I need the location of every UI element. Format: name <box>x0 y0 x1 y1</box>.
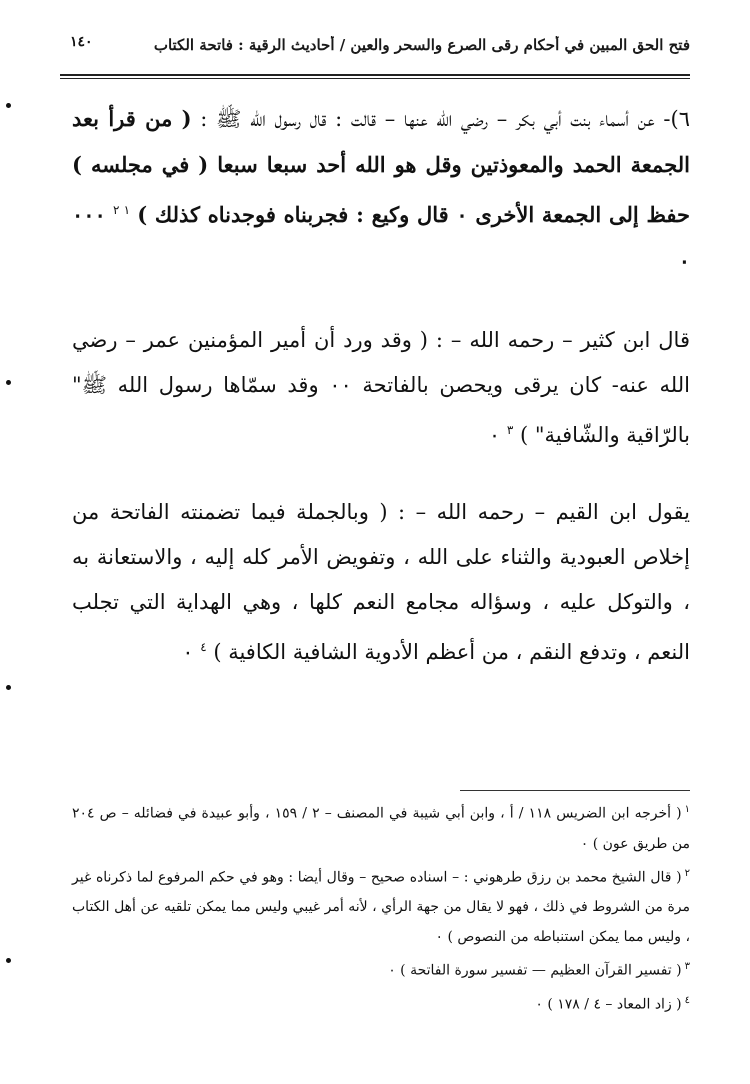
ibn-kathir-paragraph <box>72 318 690 458</box>
ibn-kathir-text: قال ابن كثير – رحمه الله – : ( وقد ورد أن أمير المؤمنين عمر – رضي الله عنه- كان يرقى ويحصن بالفاتحة ٠٠ وقد سمّاها رسول الله ﷺ" بالرّاقية والشّافية" ) <box>72 328 690 447</box>
margin-dot <box>6 958 11 963</box>
footnote-number: ٣ <box>684 961 690 973</box>
header-rule-thin <box>60 78 690 79</box>
hadith-number: ٦)- <box>663 107 690 131</box>
footnote-2 <box>72 859 690 953</box>
hadith-text-bold: ( من قرأ بعد الجمعة الحمد والمعوذتين وقل هو الله أحد سبعا سبعا ( في مجلسه ) حفظ إلى الجمعة الأخرى ٠ قال وكيع : فجربناه فوجدناه كذلك ) <box>72 106 690 227</box>
footnote-3 <box>72 952 690 986</box>
footnote-number: ٤ <box>684 994 690 1006</box>
footnotes <box>72 795 690 1020</box>
footnote-4 <box>72 986 690 1020</box>
margin-dot <box>6 103 11 108</box>
footnote-separator <box>460 790 690 791</box>
footnote-ref: ٣ <box>506 423 514 437</box>
ibn-qayyim-text: يقول ابن القيم – رحمه الله – : ( وبالجملة فيما تضمنته الفاتحة من إخلاص العبودية والثناء على الله ، وتفويض الأمر كله إليه ، والاستعانة به ، والتوكل عليه ، وسؤاله مجامع النعم كلها ، وهي الهداية التي تجلب النعم ، وتدفع النقم ، من أعظم الأدوية الشافية الكافية ) <box>72 500 690 664</box>
paragraph-ending: ٠ <box>182 640 194 664</box>
hadith-paragraph-6 <box>72 96 690 284</box>
header-rule <box>60 74 690 76</box>
paragraph-ending: ٠٠٠ ٠ <box>72 202 690 273</box>
footnote-text: ( قال الشيخ محمد بن رزق طرهوني : – اسناده صحيح – وقال أيضا : وهو في حكم المرفوع لما ذكرناه غير مرة من الشروط في ذلك ، فهو لا يقال من جهة الرأي ، لأنه أمر غيبي وليس مما يمكن تلقيه عن أهل الكتاب ، وليس مما يمكن استنباطه من النصوص ) ٠ <box>72 869 690 946</box>
margin-dot <box>6 380 11 385</box>
margin-dot <box>6 685 11 690</box>
running-header-title: فتح الحق المبين في أحكام رقى الصرع والسحر والعين / أحاديث الرقية : فاتحة الكتاب <box>153 36 690 54</box>
ibn-qayyim-paragraph <box>72 490 690 675</box>
footnote-number: ١ <box>684 804 690 815</box>
footnote-text: ( أخرجه ابن الضريس ١١٨ / أ ، وابن أبي شيبة في المصنف – ٢ / ١٥٩ ، وأبو عبيدة في فضائله – ص ٢٠٤ من طريق عون ) ٠ <box>72 805 690 852</box>
footnote-text: ( زاد المعاد – ٤ / ١٧٨ ) ٠ <box>535 996 682 1013</box>
footnote-refs: ١ ٢ <box>112 203 131 217</box>
footnote-number: ٢ <box>684 867 690 879</box>
page-number: ١٤٠ <box>70 34 93 50</box>
footnote-ref: ٤ <box>200 640 207 654</box>
footnote-text: ( تفسير القرآن العظيم — تفسير سورة الفاتحة ) ٠ <box>388 962 682 979</box>
paragraph-ending: ٠ <box>488 423 501 447</box>
hadith-intro: عن أسماء بنت أبي بكر – رضي الله عنها – قالت : قال رسول الله ﷺ : <box>200 107 655 131</box>
footnote-1 <box>72 795 690 859</box>
